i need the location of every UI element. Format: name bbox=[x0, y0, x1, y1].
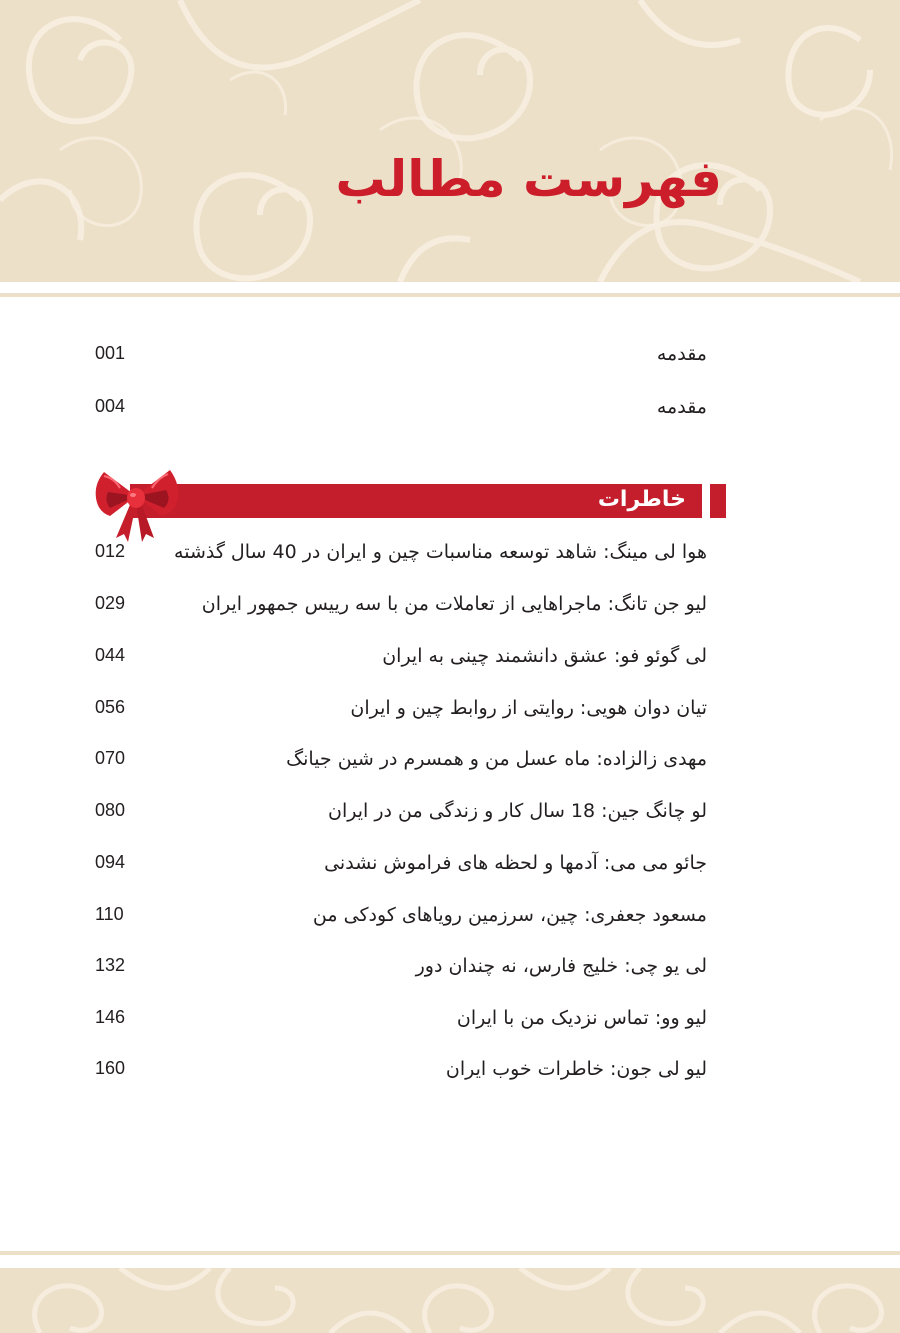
page-title: فهرست مطالب bbox=[335, 150, 722, 208]
toc-entry-title: مقدمه bbox=[656, 396, 707, 418]
toc-entry-page: 146 bbox=[95, 1007, 126, 1027]
toc-entry-title: هوا لی مینگ: شاهد توسعه مناسبات چین و ایران در 40 سال گذشته bbox=[174, 541, 707, 563]
toc-row[interactable] bbox=[95, 541, 707, 571]
toc-row[interactable] bbox=[95, 1007, 707, 1037]
toc-entry-title: جائو می می: آدمها و لحظه های فراموش نشدنی bbox=[324, 852, 707, 874]
toc-row[interactable] bbox=[95, 343, 707, 373]
toc-entry-page: 044 bbox=[95, 645, 126, 665]
header-decorative-band bbox=[0, 0, 900, 282]
toc-entry-page: 012 bbox=[95, 541, 126, 561]
toc-entry-title: لی گوئو فو: عشق دانشمند چینی به ایران bbox=[382, 645, 707, 667]
footer-rule bbox=[0, 1251, 900, 1255]
toc-entry-title: مسعود جعفری: چین، سرزمین رویاهای کودکی من bbox=[312, 904, 707, 926]
toc-entry-title: لی یو چی: خلیج فارس، نه چندان دور bbox=[415, 955, 707, 977]
toc-entry-title: لیو لی جون: خاطرات خوب ایران bbox=[445, 1058, 707, 1080]
footer-decorative-band bbox=[0, 1268, 900, 1333]
floral-pattern-icon bbox=[0, 1268, 900, 1333]
toc-row[interactable] bbox=[95, 748, 707, 778]
toc-entry-page: 070 bbox=[95, 748, 126, 768]
toc-entry-title: مقدمه bbox=[656, 343, 707, 365]
toc-row[interactable] bbox=[95, 800, 707, 830]
section-banner bbox=[130, 484, 726, 518]
toc-row[interactable] bbox=[95, 645, 707, 675]
toc-row[interactable] bbox=[95, 697, 707, 727]
section-title: خاطرات bbox=[597, 487, 686, 512]
toc-row[interactable] bbox=[95, 396, 707, 426]
toc-entry-title: لیو جن تانگ: ماجراهایی از تعاملات من با سه رییس جمهور ایران bbox=[201, 593, 707, 615]
toc-row[interactable] bbox=[95, 593, 707, 623]
toc-row[interactable] bbox=[95, 955, 707, 985]
toc-entry-page: 132 bbox=[95, 955, 126, 975]
toc-row[interactable] bbox=[95, 904, 707, 934]
toc-row[interactable] bbox=[95, 1058, 707, 1088]
ribbon-bow-icon bbox=[90, 462, 182, 542]
toc-entry-page: 094 bbox=[95, 852, 126, 872]
toc-entry-page: 001 bbox=[95, 343, 126, 363]
toc-entry-page: 080 bbox=[95, 800, 126, 820]
toc-entry-page: 110 bbox=[95, 904, 124, 924]
toc-entry-title: لیو وو: تماس نزدیک من با ایران bbox=[456, 1007, 707, 1029]
floral-pattern-icon bbox=[0, 0, 900, 282]
toc-entry-title: تیان دوان هویی: روایتی از روابط چین و ایران bbox=[350, 697, 707, 719]
toc-entry-page: 029 bbox=[95, 593, 126, 613]
section-bar-tail bbox=[710, 484, 726, 518]
header-rule bbox=[0, 293, 900, 297]
toc-entry-page: 160 bbox=[95, 1058, 126, 1078]
toc-entry-title: مهدی زالزاده: ماه عسل من و همسرم در شین جیانگ bbox=[286, 748, 707, 770]
toc-entry-page: 004 bbox=[95, 396, 126, 416]
toc-row[interactable] bbox=[95, 852, 707, 882]
toc-entry-page: 056 bbox=[95, 697, 126, 717]
toc-entry-title: لو چانگ جین: 18 سال کار و زندگی من در ایران bbox=[328, 800, 707, 822]
